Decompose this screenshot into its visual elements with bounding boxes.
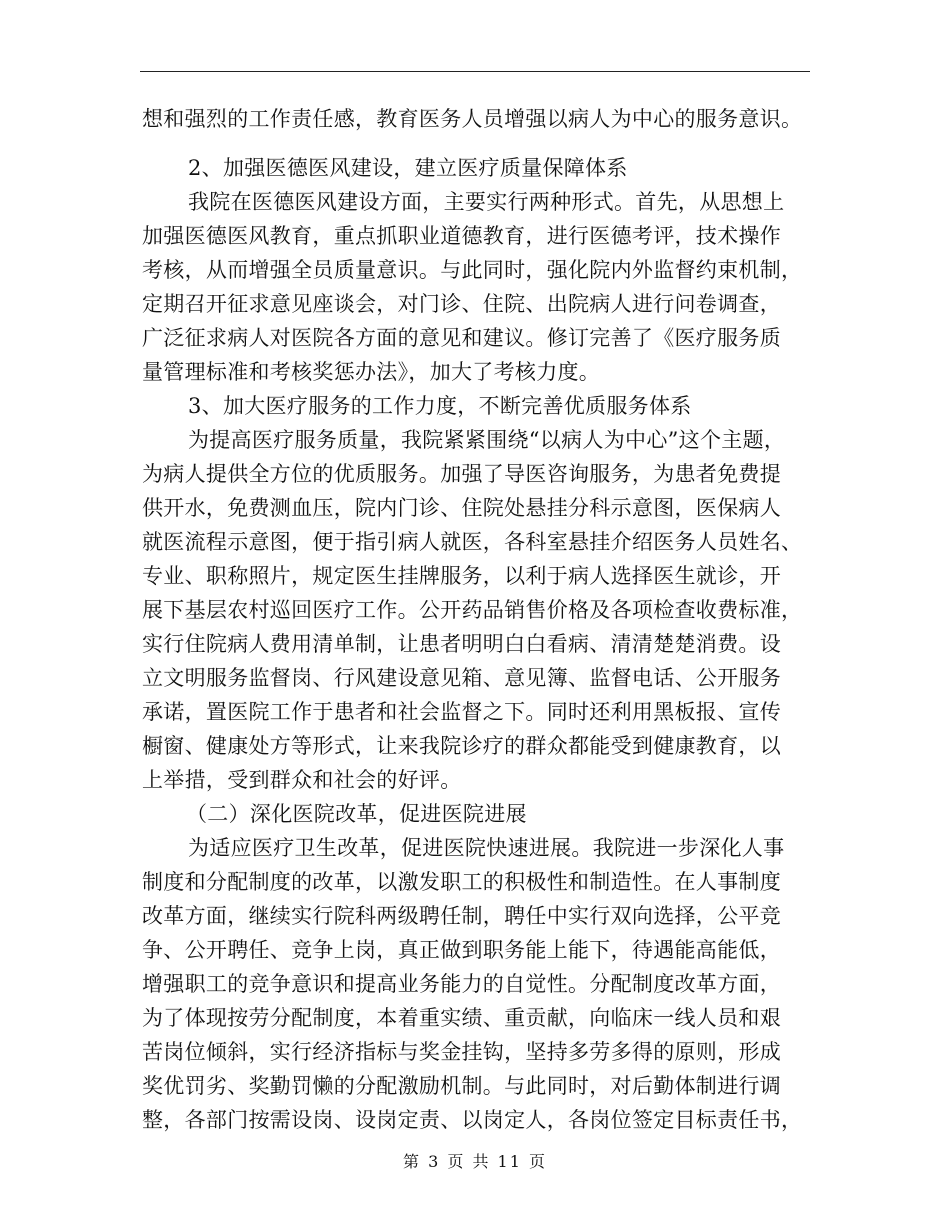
text-line: 橱窗、健康处方等形式，让来我院诊疗的群众都能受到健康教育，以	[142, 734, 781, 758]
page-number-footer: 第 3 页 共 11 页	[403, 1152, 547, 1171]
text-line: 承诺，置医院工作于患者和社会监督之下。同时还利用黑板报、宣传	[142, 700, 781, 724]
text-line: 量管理标准和考核奖惩办法》，加大了考核力度。	[142, 360, 601, 384]
text-line: 为提高医疗服务质量，我院紧紧围绕“以病人为中心”这个主题，	[188, 428, 786, 452]
text-line: 苦岗位倾斜，实行经济指标与奖金挂钩，坚持多劳多得的原则，形成	[142, 1040, 781, 1064]
text-line: 为了体现按劳分配制度，本着重实绩、重贡献，向临床一线人员和艰	[142, 1006, 781, 1030]
text-line: 我院在医德医风建设方面，主要实行两种形式。首先，从思想上	[188, 190, 785, 214]
text-line: 立文明服务监督岗、行风建设意见箱、意见簿、监督电话、公开服务	[142, 666, 781, 690]
text-line: 制度和分配制度的改革，以激发职工的积极性和制造性。在人事制度	[142, 870, 781, 894]
text-line: 增强职工的竞争意识和提高业务能力的自觉性。分配制度改革方面，	[142, 972, 781, 996]
text-line: 改革方面，继续实行院科两级聘任制，聘任中实行双向选择，公平竞	[142, 904, 781, 928]
paragraph-gap	[142, 136, 814, 151]
text-line: 加强医德医风教育，重点抓职业道德教育，进行医德考评，技术操作	[142, 224, 781, 248]
section-heading: 2、加强医德医风建设，建立医疗质量保障体系	[188, 156, 628, 180]
text-line: 展下基层农村巡回医疗工作。公开药品销售价格及各项检查收费标准，	[142, 598, 803, 622]
section-heading: （二）深化医院改革，促进医院进展	[186, 802, 527, 826]
document-body	[142, 102, 814, 1137]
text-line: 整，各部门按需设岗、设岗定责、以岗定人，各岗位签定目标责任书，	[142, 1108, 803, 1132]
text-line: 奖优罚劣、奖勤罚懒的分配激励机制。与此同时，对后勤体制进行调	[142, 1074, 781, 1098]
header-rule	[140, 71, 810, 72]
text-line: 广泛征求病人对医院各方面的意见和建议。修订完善了《医疗服务质	[142, 326, 781, 350]
text-line: 争、公开聘任、竞争上岗，真正做到职务能上能下，待遇能高能低，	[142, 938, 781, 962]
section-heading: 3、加大医疗服务的工作力度，不断完善优质服务体系	[188, 394, 692, 418]
text-line: 上举措，受到群众和社会的好评。	[142, 768, 462, 792]
text-line: 就医流程示意图，便于指引病人就医，各科室悬挂介绍医务人员姓名、	[142, 530, 803, 554]
text-line: 考核，从而增强全员质量意识。与此同时，强化院内外监督约束机制，	[142, 258, 803, 282]
text-line: 专业、职称照片，规定医生挂牌服务，以利于病人选择医生就诊，开	[142, 564, 781, 588]
text-line: 想和强烈的工作责任感，教育医务人员增强以病人为中心的服务意识。	[142, 107, 803, 131]
text-line: 为病人提供全方位的优质服务。加强了导医咨询服务，为患者免费提	[142, 462, 781, 486]
text-line: 供开水，免费测血压，院内门诊、住院处悬挂分科示意图，医保病人	[142, 496, 781, 520]
text-line: 为适应医疗卫生改革，促进医院快速进展。我院进一步深化人事	[188, 836, 785, 860]
text-line: 定期召开征求意见座谈会，对门诊、住院、出院病人进行问卷调查，	[142, 292, 781, 316]
text-line: 实行住院病人费用清单制，让患者明明白白看病、清清楚楚消费。设	[142, 632, 781, 656]
